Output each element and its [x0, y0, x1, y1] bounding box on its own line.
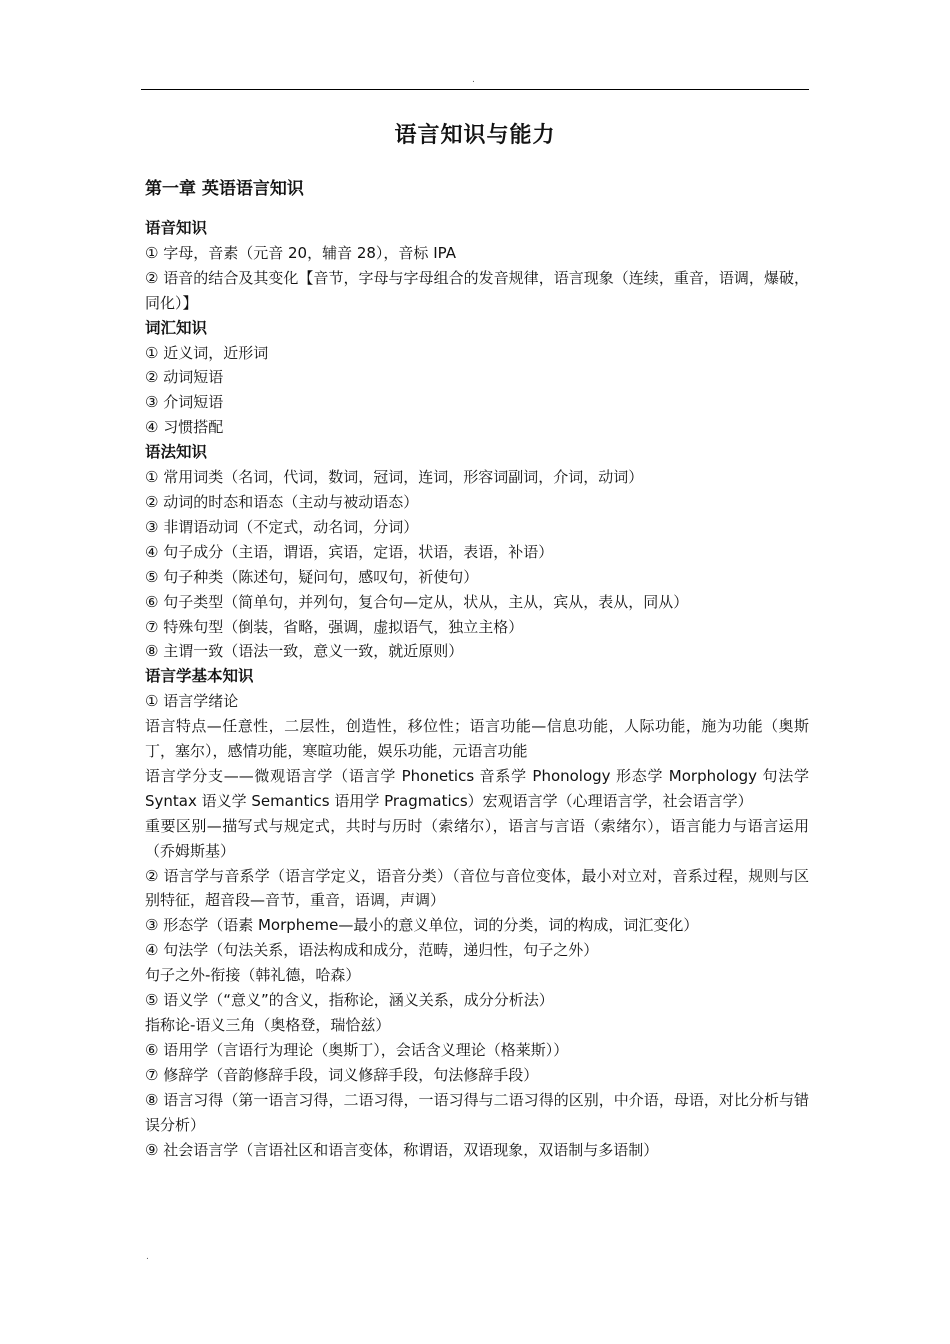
- header-mark: .: [472, 75, 475, 85]
- content-line: ③ 形态学（语素 Morpheme—最小的意义单位，词的分类，词的构成，词汇变化）: [145, 916, 699, 935]
- content-line: 指称论-语义三角（奥格登，瑞恰兹）: [145, 1016, 391, 1034]
- content-line: ④ 句子成分（主语，谓语，宾语，定语，状语，表语，补语）: [145, 542, 554, 561]
- content-line: 重要区别—描写式与规定式，共时与历时（索绪尔），语言与言语（索绪尔），语言能力与语言运用（乔姆斯基）: [145, 816, 809, 860]
- content-blocks: [145, 216, 809, 1162]
- content-line: ③ 介词短语: [145, 393, 224, 412]
- content-line: ⑦ 特殊句型（倒装，省略，强调，虚拟语气，独立主格）: [145, 617, 524, 636]
- content-line: ⑥ 语用学（言语行为理论（奥斯丁），会话含义理论（格莱斯））: [145, 1040, 569, 1059]
- content-line: ① 近义词，近形词: [145, 343, 269, 362]
- content-line: ⑤ 句子种类（陈述句，疑问句，感叹句，祈使句）: [145, 567, 479, 586]
- content-line: ① 字母，音素（元音 20，辅音 28），音标 IPA: [145, 243, 456, 262]
- content-line: ④ 习惯搭配: [145, 418, 224, 437]
- content-line: 语言特点—任意性，二层性，创造性，移位性；语言功能—信息功能，人际功能，施为功能（奥斯丁，塞尔），感情功能，寒暄功能，娱乐功能，元语言功能: [145, 717, 809, 761]
- section-heading: 语言学基本知识: [145, 667, 254, 686]
- header-rule: [141, 89, 809, 90]
- section-heading: 语法知识: [145, 443, 208, 462]
- content-line: ② 语言学与音系学（语言学定义，语音分类）（音位与音位变体，最小对立对，音系过程，规则与区别特征，超音段—音节，重音，语调，声调）: [145, 866, 809, 910]
- content-line: ② 动词短语: [145, 368, 224, 387]
- content-line: ⑧ 语言习得（第一语言习得，二语习得，一语习得与二语习得的区别，中介语，母语，对比分析与错误分析）: [145, 1090, 809, 1134]
- content-line: ③ 非谓语动词（不定式，动名词，分词）: [145, 517, 419, 536]
- chapter-heading: 第一章 英语语言知识: [145, 179, 304, 199]
- section-heading: 词汇知识: [145, 318, 208, 337]
- content-line: 句子之外-衔接（韩礼德，哈森）: [145, 966, 361, 985]
- section-heading: 语音知识: [145, 219, 208, 237]
- content-line: ⑥ 句子类型（简单句，并列句，复合句—定从，状从，主从，宾从，表从，同从）: [145, 592, 689, 611]
- content-line: ⑧ 主谓一致（语法一致，意义一致，就近原则）: [145, 642, 464, 661]
- document-body: [145, 176, 809, 1162]
- content-line: ① 语言学绪论: [145, 692, 239, 711]
- content-line: ⑤ 语义学（“意义”的含义，指称论，涵义关系，成分分析法）: [145, 991, 554, 1010]
- document-title: 语言知识与能力: [394, 123, 556, 148]
- content-line: ⑦ 修辞学（音韵修辞手段，词义修辞手段，句法修辞手段）: [145, 1065, 539, 1084]
- content-line: ⑨ 社会语言学（言语社区和语言变体，称谓语，双语现象，双语制与多语制）: [145, 1140, 659, 1159]
- content-line: ④ 句法学（句法关系，语法构成和成分，范畴，递归性，句子之外）: [145, 941, 599, 960]
- footer-mark: .: [146, 1252, 149, 1262]
- content-line: ② 动词的时态和语态（主动与被动语态）: [145, 492, 419, 511]
- content-line: ① 常用词类（名词，代词，数词，冠词，连词，形容词副词，介词，动词）: [145, 468, 644, 487]
- content-line: 语言学分支——微观语言学（语言学 Phonetics 音系学 Phonology 形态学 Morphology 句法学 Syntax 语义学 Semantics 语用学 Pragmatics）宏观语言学（心理语言学，社会语言学）: [145, 766, 809, 810]
- content-line: ② 语音的结合及其变化【音节，字母与字母组合的发音规律，语言现象（连续，重音，语调，爆破，同化）】: [145, 268, 809, 312]
